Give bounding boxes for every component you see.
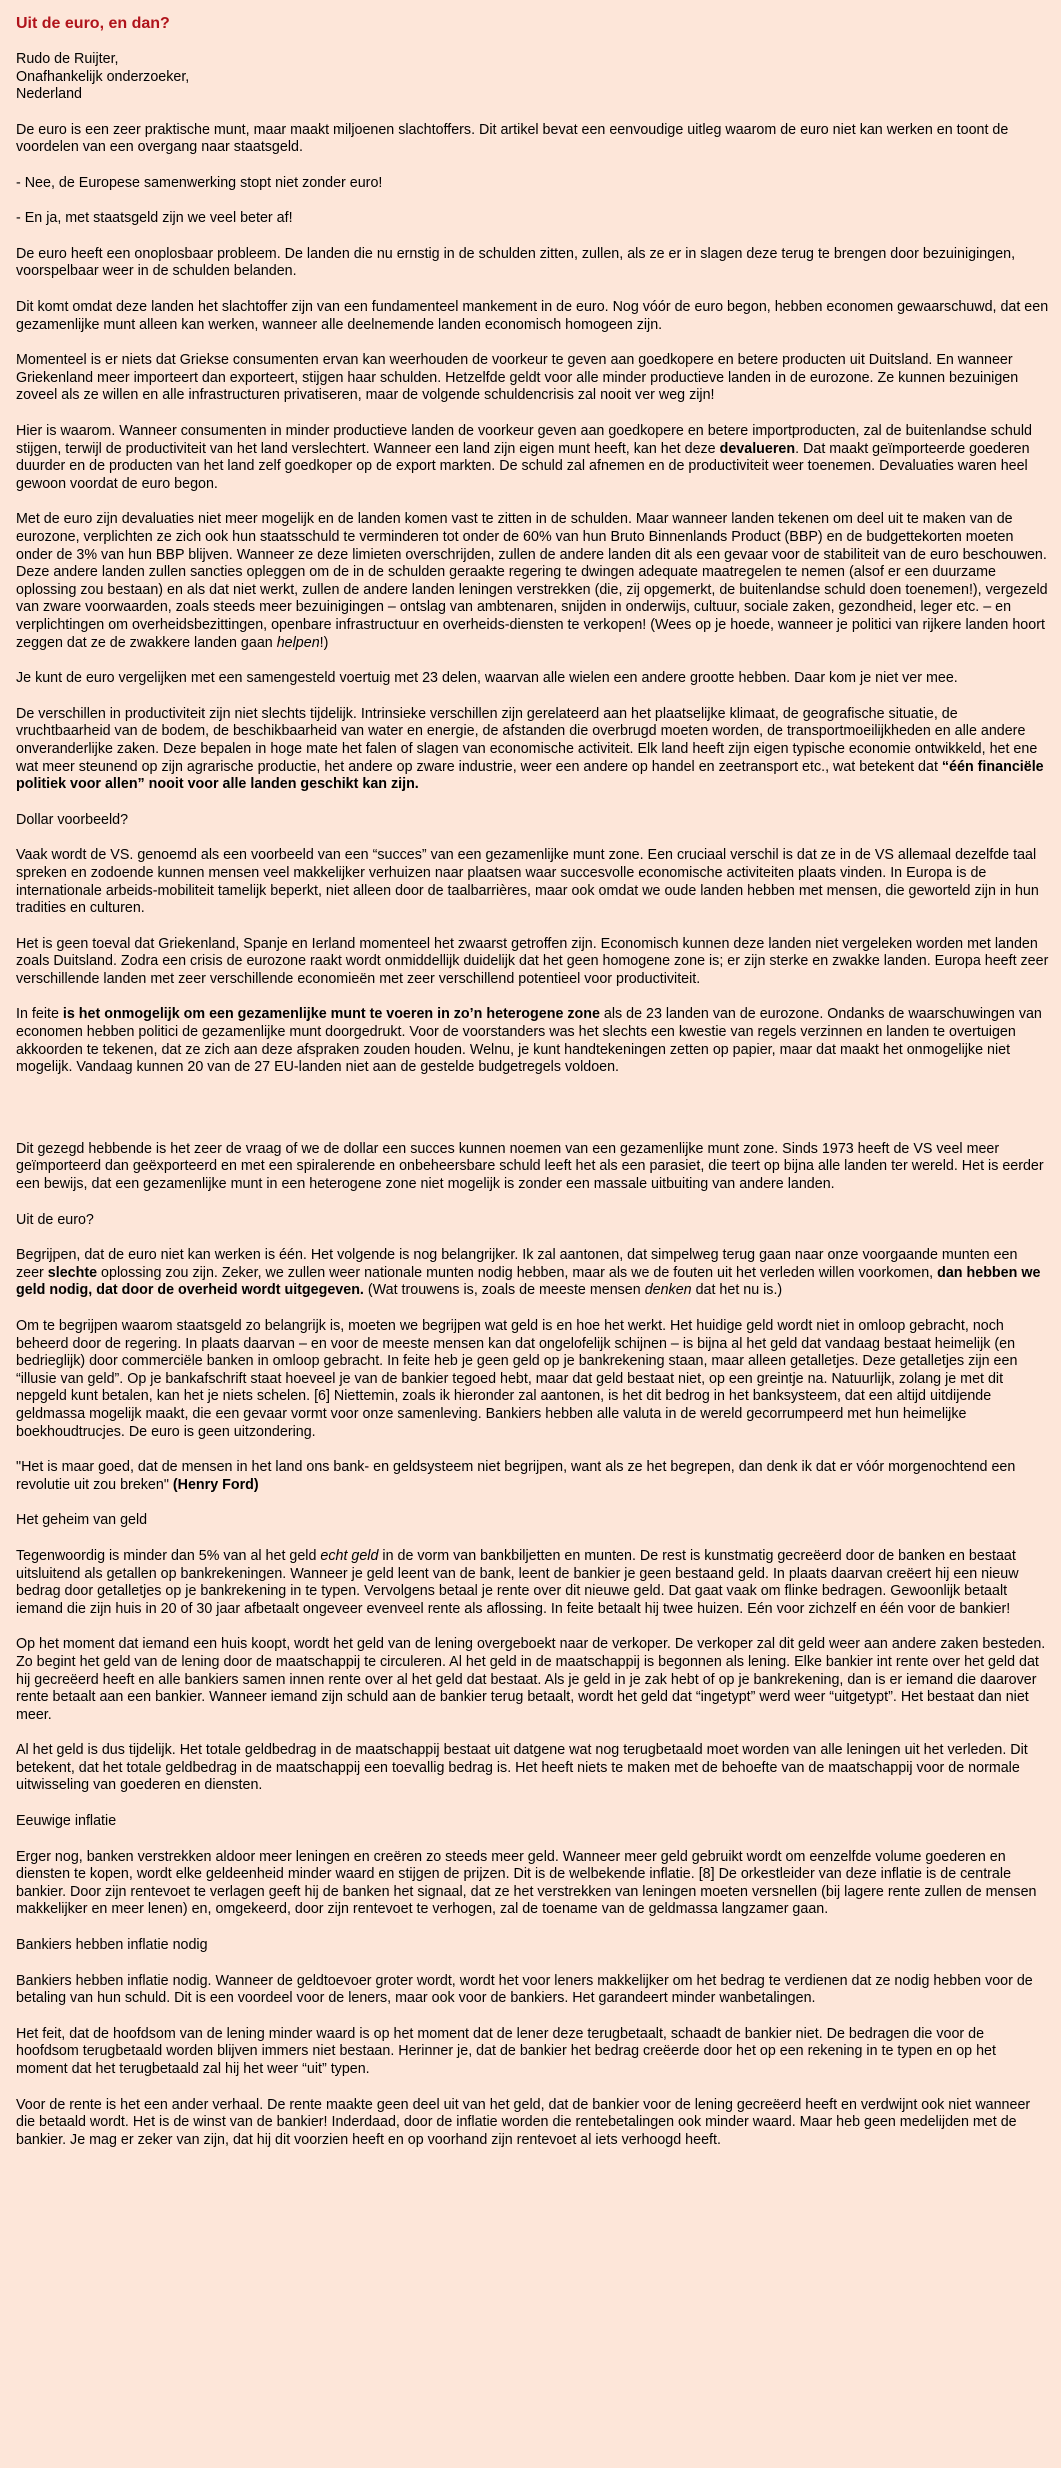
paragraph: Het is geen toeval dat Griekenland, Spanje en Ierland momenteel het zwaarst getroffen zijn. Economisch kunnen deze landen niet vergeleken worden met landen zoals Duitsland. Zodra een crisis de eurozone raakt wordt onmiddellijk duidelijk dat het geen homogene zone is; er zijn sterke en zwakke landen. Europa heeft zeer verschillende landen met zeer verschillende economieën met zeer verschillend potentieel voor productiviteit.: [16, 935, 1049, 987]
text-span: in de vorm van bankbiljetten en munten. De rest is kunstmatig gecreëerd door de banken en bestaat uitsluitend als getallen op bankrekeningen. Wanneer je geld leent van de bank, leent de bankier je geen bestaand geld. In plaats daarvan creëert hij een nieuw bedrag door getalletjes op je bankrekening in te typen. Vervolgens betaal je rente over dit nieuwe geld. Dat gaat vaak om flinke bedragen. Gewoonlijk betaalt iemand die zijn huis in 20 of 30 jaar afbetaalt ongeveer evenveel rente als aflossing. In feite betaalt hij twee huizen. Eén voor zichzelf en één voor de bankier!: [16, 1547, 1019, 1617]
quote-source: (Henry Ford): [172, 1476, 259, 1493]
bold-text: devalueren: [719, 440, 796, 457]
section-heading-exit-euro: Uit de euro?: [16, 1211, 94, 1228]
bold-text: slechte: [47, 1264, 98, 1281]
author-role: Onafhankelijk onderzoeker,: [16, 68, 190, 85]
text-span: (Wat trouwens is, zoals de meeste mensen: [363, 1282, 645, 1299]
spacer: [16, 1095, 1049, 1141]
text-span: dat het nu is.): [691, 1282, 783, 1299]
paragraph: Bankiers hebben inflatie nodig. Wanneer de geldtoevoer groter wordt, wordt het voor leners makkelijker om het bedrag te verdienen dat ze nodig hebben voor de betaling van hun schuld. Dit is een voordeel voor de leners, maar ook voor de bankiers. Het garandeert minder wanbetalingen.: [16, 1972, 1033, 2007]
paragraph: Dit gezegd hebbende is het zeer de vraag of we de dollar een succes kunnen noemen van een gezamenlijke munt zone. Sinds 1973 heeft de VS veel meer geïmporteerd dan geëxporteerd en met een spiralerende en onbeheersbare schuld leeft het als een parasiet, die teert op bijna alle landen ter wereld. Het is eerder een bewijs, dat een gezamenlijke munt in een heterogene zone niet mogelijk is zonder een massale uitbuiting van andere landen.: [16, 1140, 1044, 1193]
paragraph: Voor de rente is het een ander verhaal. De rente maakte geen deel uit van het geld, dat de bankier voor de lening gecreëerd heeft en verdwijnt ook niet wanneer die betaald wordt. Het is de winst van de bankier! Inderdaad, door de inflatie worden die rentebetalingen ook minder waard. Maar heb geen medelijden met de bankier. Je mag er zeker van zijn, dat hij dit voorzien heeft en op voorhand zijn rentevoet al iets verhoogd heeft.: [16, 2096, 1031, 2148]
italic-text: denken: [644, 1282, 692, 1299]
text-span: oplossing zou zijn. Zeker, we zullen weer nationale munten nodig hebben, maar als we de fouten uit het verleden willen voorkomen,: [97, 1264, 938, 1281]
section-heading-inflation: Eeuwige inflatie: [16, 1813, 117, 1830]
text-span: als de 23 landen van de eurozone. Ondanks de waarschuwingen van economen hebben politici de gezamenlijke munt doorgedrukt. Voor de voorstanders was het slechts een kwestie van regels verzinnen en landen te overtuigen akkoorden te tekenen, dat ze zich aan deze afspraken zouden houden. Welnu, je kunt handtekeningen zetten op papier, maar dat maakt het onmogelijke niet mogelijk. Vandaag kunnen 20 van de 27 EU-landen niet aan de gestelde budgetregels voldoen.: [16, 1006, 1042, 1076]
paragraph: Op het moment dat iemand een huis koopt, wordt het geld van de lening overgeboekt naar de verkoper. De verkoper zal dit geld weer aan andere zaken besteden. Zo begint het geld van de lening door de maatschappij te circuleren. Al het geld in de maatschappij is begonnen als lening. Elke bankier int rente over het geld dat hij gecreëerd heeft en alle bankiers samen innen rente over al het geld dat bestaat. Als je geld in je zak hebt of op je bankrekening, dan is er iemand die daarover rente betaalt aan een bankier. Wanneer iemand zijn schuld aan de bankier terug betaalt, wordt het geld dat “ingetypt” werd weer “uitgetypt”. Het bestaat dan niet meer.: [16, 1636, 1046, 1723]
paragraph: Vaak wordt de VS. genoemd als een voorbeeld van een “succes” van een gezamenlijke munt zone. Een cruciaal verschil is dat ze in de VS allemaal dezelfde taal spreken en zodoende kunnen mensen veel makkelijker verhuizen naar plaatsen waar succesvolle economische activiteiten plaats vinden. In Europa is de internationale arbeids-mobiliteit tamelijk beperkt, niet alleen door de taalbarrières, maar ook omdat we oude landen hebben met mensen, die geworteld zijn in hun tradities en culturen.: [16, 847, 1039, 917]
paragraph: Al het geld is dus tijdelijk. Het totale geldbedrag in de maatschappij bestaat uit datgene wat nog terugbetaald moet worden van alle leningen uit het verleden. Dit betekent, dat het totale geldbedrag in de maatschappij een toevallig bedrag is. Het heeft niets te maken met de behoefte van de maatschappij voor de normale uitwisseling van goederen en diensten.: [16, 1742, 1028, 1794]
section-heading-bankers-inflation: Bankiers hebben inflatie nodig: [16, 1937, 208, 1954]
article-title: Uit de euro, en dan?: [16, 15, 170, 32]
text-span: . Dat maakt geïmporteerde goederen duurder en de producten van het land zelf goedkoper op de export markten. De schuld zal afnemen en de productiviteit weer toenemen. Devaluaties waren heel gewoon voordat de euro begon.: [16, 440, 1030, 492]
paragraph: Om te begrijpen waarom staatsgeld zo belangrijk is, moeten we begrijpen wat geld is en hoe het werkt. Het huidige geld wordt niet in omloop gebracht, noch beheerd door de regering. In plaats daarvan – en voor de meeste mensen kan dat ongelofelijk schijnen – is bijna al het geld dat vandaag bestaat heimelijk (en bedrieglijk) door commerciële banken in omloop gebracht. In feite heb je geen geld op je bankrekening staan, maar alleen getalletjes. Deze getalletjes zijn een “illusie van geld”. Op je bankafschrift staat hoeveel je van de bankier tegoed hebt, maar dat geld bestaat niet, op een greintje na. Natuurlijk, zolang je met dit nepgeld kunt betalen, kan het je niets schelen. [6] Niettemin, zoals ik hieronder zal aantonen, is het dit bedrog in het banksysteem, dat een altijd uitdijende geldmassa mogelijk maakt, die een gevaar vormt voor onze samenleving. Bankiers hebben alle valuta in de wereld gecorrumpeerd met hun heimelijke boekhoudtrucjes. De euro is geen uitzondering.: [16, 1318, 1018, 1440]
paragraph-intro: De euro is een zeer praktische munt, maar maakt miljoenen slachtoffers. Dit artikel bevat een eenvoudige uitleg waarom de euro niet kan werken en toont de voordelen van een overgang naar staatsgeld.: [16, 121, 1009, 156]
paragraph: Je kunt de euro vergelijken met een samengesteld voertuig met 23 delen, waarvan alle wielen een andere grootte hebben. Daar kom je niet ver mee.: [16, 670, 958, 687]
author-country: Nederland: [16, 86, 82, 102]
italic-text: helpen: [276, 634, 320, 651]
paragraph: Dit komt omdat deze landen het slachtoffer zijn van een fundamenteel mankement in de euro. Nog vóór de euro begon, hebben economen gewaarschuwd, dat een gezamenlijke munt alleen kan werken, wanneer alle deelnemende landen economisch homogeen zijn.: [16, 299, 1049, 333]
quote: [16, 1459, 1049, 1494]
paragraph: [16, 1006, 1049, 1076]
text-span: Tegenwoordig is minder dan 5% van al het geld: [16, 1547, 321, 1564]
bold-text: “één financiële politiek voor allen” nooit voor alle landen geschikt kan zijn.: [16, 758, 1044, 793]
paragraph: [16, 423, 1049, 493]
paragraph: Momenteel is er niets dat Griekse consumenten ervan kan weerhouden de voorkeur te geven aan goedkopere en betere producten uit Duitsland. En wanneer Griekenland meer importeert dan exporteert, stijgen haar schulden. Hetzelfde geldt voor alle minder productieve landen in de eurozone. Ze kunnen bezuinigen zoveel als ze willen en alle infrastructuren privatiseren, maar de volgende schuldencrisis zal nooit ver weg zijn!: [16, 352, 1019, 404]
paragraph-state-money: - En ja, met staatsgeld zijn we veel beter af!: [16, 210, 293, 227]
paragraph: De euro heeft een onoplosbaar probleem. De landen die nu ernstig in de schulden zitten, zullen, als ze er in slagen deze terug te brengen door bezuinigingen, voorspelbaar weer in de schulden belanden.: [16, 245, 1016, 280]
quote-text: "Het is maar goed, dat de mensen in het land ons bank- en geldsysteem niet begrijpen, want als ze het begrepen, dan denk ik dat er vóór morgenochtend een revolutie uit zou breken": [16, 1459, 1016, 1493]
text-span: Hier is waarom. Wanneer consumenten in minder productieve landen de voorkeur geven aan goedkopere en betere importproducten, zal de buitenlandse schuld stijgen, terwijl de productiviteit van het land verslechtert. Wanneer een land zijn eigen munt heeft, kan het deze: [16, 423, 1032, 457]
paragraph: [16, 511, 1049, 652]
author-block: [16, 51, 1049, 104]
paragraph: Het feit, dat de hoofdsom van de lening minder waard is op het moment dat de lener deze terugbetaalt, schaadt de bankier niet. De bedragen die voor de hoofdsom terugbetaald worden blijven immers niet bestaan. Herinner je, dat de bankier het bedrag creëerde door het op een rekening in te typen en op het moment dat het terugbetaald zal hij het weer “uit” typen.: [16, 2025, 996, 2077]
section-heading-dollar: Dollar voorbeeld?: [16, 811, 129, 828]
text-span: In feite: [16, 1006, 63, 1023]
italic-text: echt geld: [320, 1547, 379, 1564]
text-span: De verschillen in productiviteit zijn niet slechts tijdelijk. Intrinsieke verschillen zijn gerelateerd aan het plaatselijke klimaat, de geografische situatie, de vruchtbaarheid van de bodem, de beschikbaarheid van water en energie, de afstanden die overbrugd moeten worden, de transportmoeilijkheden en alle andere onveranderlijke zaken. Deze bepalen in hoge mate het falen of slagen van economische activiteit. Elk land heeft zijn eigen typische economie ontwikkeld, het ene wat meer steunend op zijn agrarische productie, het andere op zware industrie, weer een andere op handel en zeetransport etc., wat betekent dat: [16, 705, 1038, 775]
paragraph: Erger nog, banken verstrekken aldoor meer leningen en creëren zo steeds meer geld. Wanneer meer geld gebruikt wordt om eenzelfde volume goederen en diensten te kopen, wordt elke geldeenheid minder waard en stijgen de prijzen. Dit is de welbekende inflatie. [8] De orkestleider van deze inflatie is de centrale bankier. Door zijn rentevoet te verlagen geeft hij de banken het signaal, dat ze het verstrekken van leningen moeten versnellen (bij lagere rente zullen de mensen makkelijker en meer lenen) en, omgekeerd, door zijn rentevoet te verhogen, zal de toename van de geldmassa langzamer gaan.: [16, 1848, 1037, 1918]
paragraph-cooperation: - Nee, de Europese samenwerking stopt niet zonder euro!: [16, 174, 383, 191]
text-span: Met de euro zijn devaluaties niet meer mogelijk en de landen komen vast te zitten in de schulden. Maar wanneer landen tekenen om deel uit te maken van de eurozone, verplichten ze zich ook hun staatsschuld te verminderen tot onder de 60% van hun Bruto Binnenlands Product (BBP) en de budgettekorten moeten onder de 3% van hun BBP blijven. Wanneer ze deze limieten overschrijden, zullen de andere landen dit als een gevaar voor de stabiliteit van de euro beschouwen. Deze andere landen zullen sancties opleggen om de in de schulden geraakte regering te dwingen adequate maatregelen te nemen (alsof er een duurzame oplossing zou bestaan) en als dat niet werkt, zullen de andere landen leningen verstrekken (die, zij opgemerkt, de buitenlandse schuld doen toenemen!), vergezeld van zware voorwaarden, zoals steeds meer bezuinigingen – ontslag van ambtenaren, snijden in onderwijs, cultuur, sociale zaken, gezondheid, leger etc. – en verplichtingen om overheidsbezittingen, openbare infrastructuur en overheids-diensten te verkopen! (Wees op je hoede, wanneer je politici van rijkere landen hoort zeggen dat ze de zwakkere landen gaan: [16, 511, 1048, 651]
paragraph: [16, 706, 1049, 794]
text-span: !): [319, 634, 329, 651]
section-heading-secret-money: Het geheim van geld: [16, 1512, 148, 1529]
author-name: Rudo de Ruijter,: [16, 51, 119, 67]
paragraph: [16, 1247, 1049, 1300]
bold-text: dan hebben we geld nodig, dat door de overheid wordt uitgegeven.: [16, 1264, 1041, 1299]
text-span: Begrijpen, dat de euro niet kan werken is één. Het volgende is nog belangrijker. Ik zal aantonen, dat simpelweg terug gaan naar onze voorgaande munten een zeer: [16, 1247, 1018, 1281]
bold-text: is het onmogelijk om een gezamenlijke munt te voeren in zo’n heterogene zone: [62, 1006, 600, 1023]
paragraph: [16, 1548, 1049, 1618]
